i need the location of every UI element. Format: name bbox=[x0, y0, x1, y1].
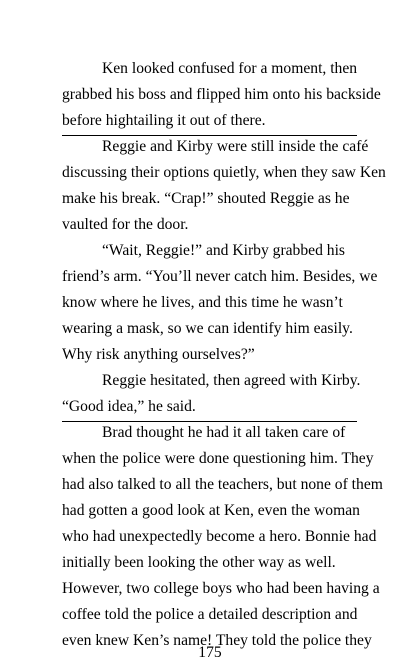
section-divider bbox=[62, 135, 357, 136]
text-line: vaulted for the door. bbox=[62, 216, 189, 233]
text-line: know where he lives, and this time he wasn’t bbox=[62, 294, 343, 311]
text-line: friend’s arm. “You’ll never catch him. Besides, we bbox=[62, 268, 378, 285]
text-line: even knew Ken’s name! They told the police they bbox=[62, 632, 372, 649]
text-line: who had unexpectedly become a hero. Bonnie had bbox=[62, 528, 377, 545]
text-line: Brad thought he had it all taken care of bbox=[102, 424, 346, 441]
text-line: make his break. “Crap!” shouted Reggie as he bbox=[62, 190, 350, 207]
text-line: had also talked to all the teachers, but none of them bbox=[62, 476, 383, 493]
text-line: discussing their options quietly, when they saw Ken bbox=[62, 164, 386, 181]
page-number: 175 bbox=[198, 644, 222, 661]
text-line: coffee told the police a detailed description and bbox=[62, 606, 358, 623]
text-line: wearing a mask, so we can identify him easily. bbox=[62, 320, 353, 337]
text-line: Reggie hesitated, then agreed with Kirby. bbox=[102, 372, 361, 389]
text-line: Reggie and Kirby were still inside the café bbox=[102, 138, 369, 155]
text-line: Why risk anything ourselves?” bbox=[62, 346, 255, 363]
text-line: “Good idea,” he said. bbox=[62, 398, 196, 415]
text-line: had gotten a good look at Ken, even the woman bbox=[62, 502, 360, 519]
text-line: However, two college boys who had been having a bbox=[62, 580, 380, 597]
text-line: when the police were done questioning him. They bbox=[62, 450, 374, 467]
text-line: “Wait, Reggie!” and Kirby grabbed his bbox=[102, 242, 345, 259]
section-divider bbox=[62, 421, 357, 422]
text-line: before hightailing it out of there. bbox=[62, 112, 266, 129]
text-line: grabbed his boss and flipped him onto his backside bbox=[62, 86, 381, 103]
text-line: Ken looked confused for a moment, then bbox=[102, 60, 358, 77]
text-line: initially been looking the other way as well. bbox=[62, 554, 336, 571]
